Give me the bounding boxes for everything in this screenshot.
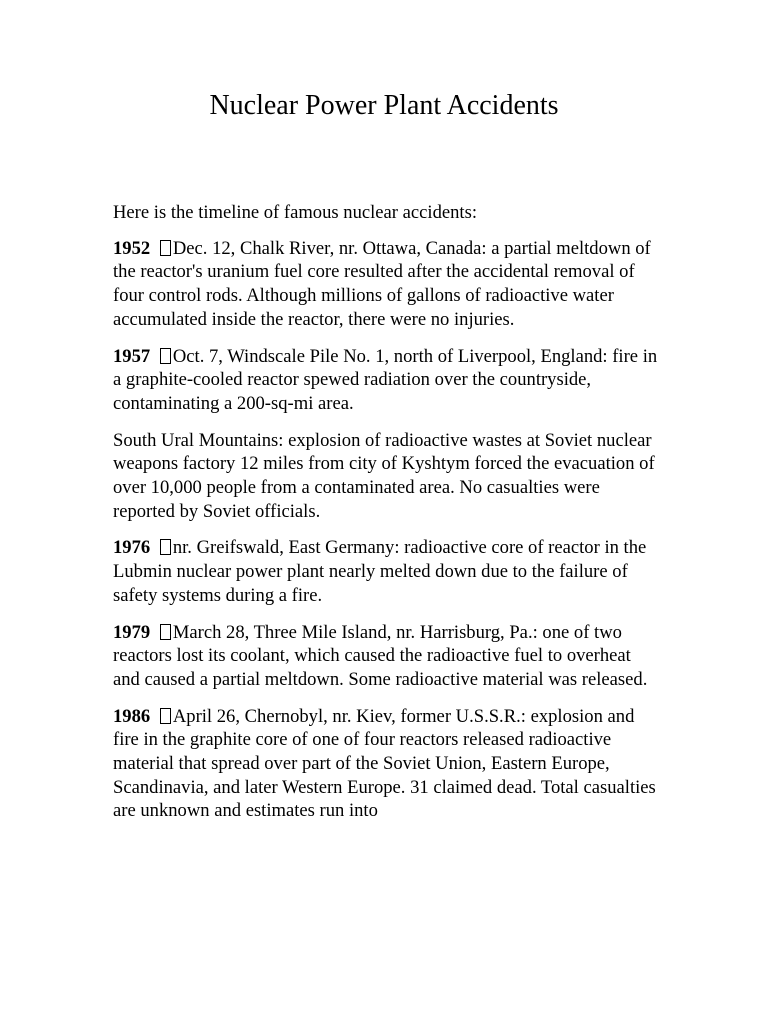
intro-paragraph: Here is the timeline of famous nuclear accidents: [113,202,477,223]
missing-glyph-icon [160,708,171,724]
missing-glyph-icon [160,348,171,364]
entry-text: March 28, Three Mile Island, nr. Harrisburg, Pa.: one of two reactors lost its coolant, which caused the radioactive fuel to overheat and caused a partial meltdown. Some radioactive material was released. [113,621,648,690]
timeline-entry-1952 [113,237,658,332]
entry-text: South Ural Mountains: explosion of radioactive wastes at Soviet nuclear weapons factory 12 miles from city of Kyshtym forced the evacuation of over 10,000 people from a contaminated area. No casualties were reported by Soviet officials. [113,429,655,522]
entry-year: 1986 [113,705,151,727]
entry-text: Oct. 7, Windscale Pile No. 1, north of Liverpool, England: fire in a graphite-cooled reactor spewed radiation over the countryside, contaminating a 200-sq-mi area. [113,345,658,414]
timeline-entry-south-ural [113,429,658,524]
entry-text: Dec. 12, Chalk River, nr. Ottawa, Canada: a partial meltdown of the reactor's uranium fuel core resulted after the accidental removal of four control rods. Although millions of gallons of radioactive water accumulated inside the reactor, there were no injuries. [113,237,651,330]
missing-glyph-icon [160,624,171,640]
timeline-entry-1986 [113,705,658,824]
timeline-entry-1976 [113,536,658,607]
timeline-entry-1979 [113,621,658,692]
timeline-entry-1957 [113,345,658,416]
entry-text: nr. Greifswald, East Germany: radioactive core of reactor in the Lubmin nuclear power plant nearly melted down due to the failure of safety systems during a fire. [113,537,647,606]
document-title: Nuclear Power Plant Accidents [209,90,559,121]
entry-text: April 26, Chernobyl, nr. Kiev, former U.S.S.R.: explosion and fire in the graphite core of one of four reactors released radioactive material that spread over part of the Soviet Union, Eastern Europe, Scandinavia, and later Western Europe. 31 claimed dead. Total casualties are unknown and estimates run into [113,705,656,822]
missing-glyph-icon [160,539,171,555]
entry-year: 1952 [113,237,151,259]
entry-year: 1979 [113,621,151,643]
document-body [113,201,658,836]
entry-year: 1957 [113,345,151,367]
missing-glyph-icon [160,240,171,256]
entry-year: 1976 [113,537,151,559]
